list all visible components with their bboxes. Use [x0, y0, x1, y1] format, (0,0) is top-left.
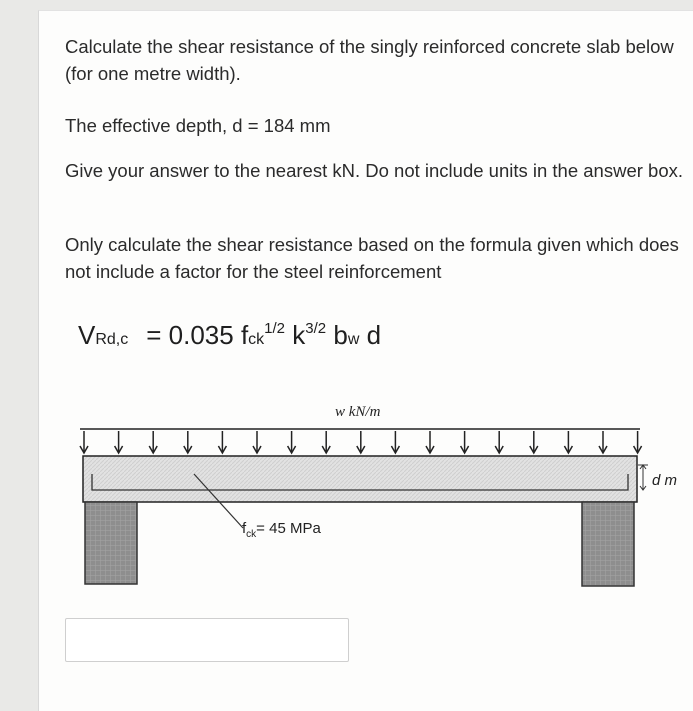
depth-label: d m	[652, 472, 678, 489]
fck-label: $f_{ck}= 45$ MPa	[242, 520, 321, 540]
load-label: w kN/m	[335, 404, 381, 420]
svg-text:w kN/m	[335, 404, 381, 420]
answer-input[interactable]	[65, 618, 349, 662]
formula-note: Only calculate the shear resistance based on the formula given which does not include a factor for the steel reinforcement	[65, 234, 679, 282]
formula-d: d	[366, 320, 382, 350]
formula-k: k	[292, 320, 306, 350]
formula-k-exponent: 3/2	[305, 320, 327, 337]
formula-b-subscript: w	[347, 331, 360, 348]
formula-v-subscript: Rd,c	[95, 331, 129, 348]
formula-f-subscript: ck	[248, 331, 265, 348]
formula-f-exponent: 1/2	[264, 320, 286, 337]
right-support	[582, 502, 634, 586]
load-arrows	[80, 431, 642, 453]
formula-v: V	[78, 320, 96, 350]
formula-b: b	[333, 320, 348, 350]
formula-equals: = 0.035 f	[146, 320, 249, 350]
question-instruction: Calculate the shear resistance of the singly reinforced concrete slab below (for one metre width).	[65, 36, 674, 84]
effective-depth-text: The effective depth, d = 184 mm	[65, 115, 331, 136]
left-support	[85, 502, 137, 584]
answer-format-note: Give your answer to the nearest kN. Do not include units in the answer box.	[65, 160, 684, 181]
concrete-slab	[83, 456, 637, 502]
